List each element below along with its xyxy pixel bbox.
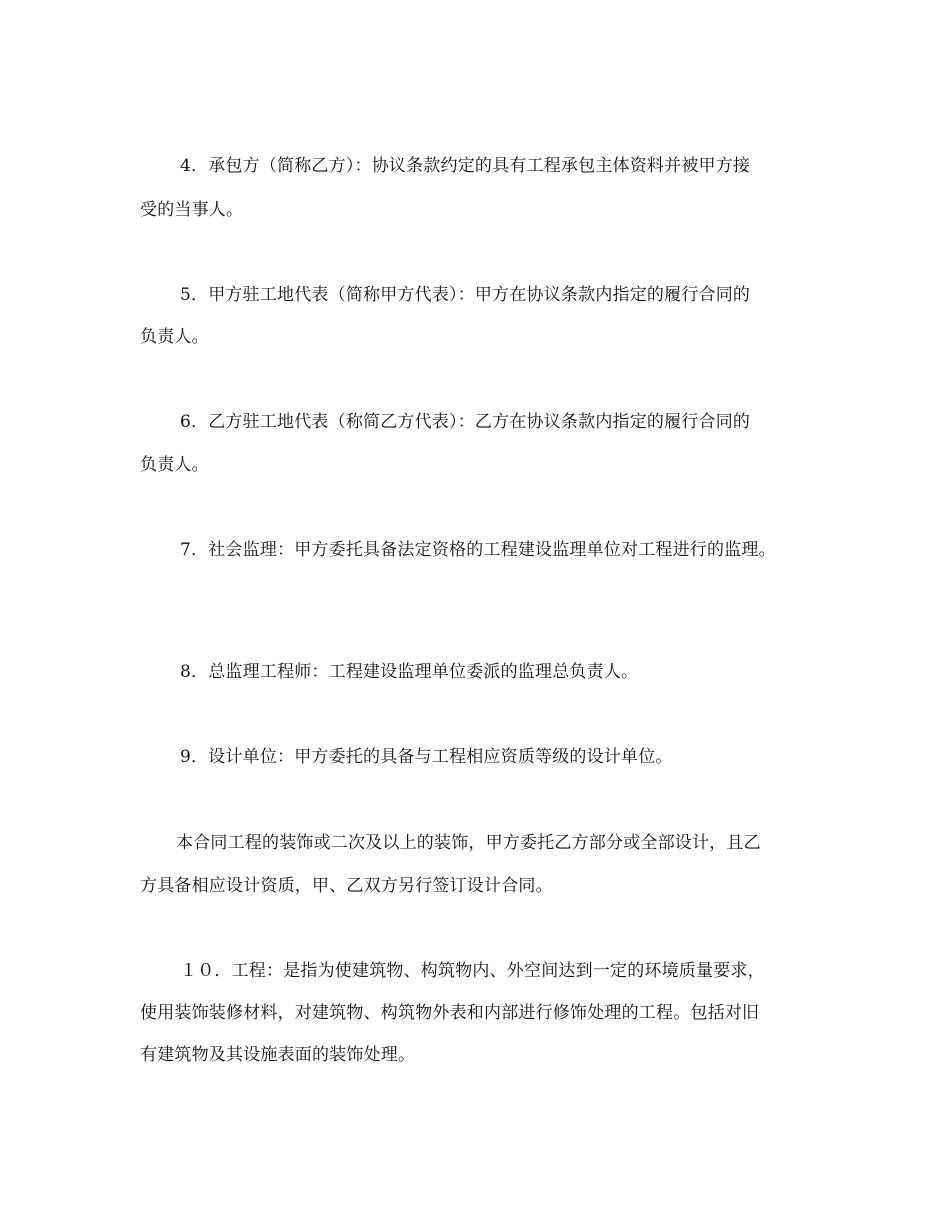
clause-10-line-1: １０．工程：是指为使建筑物、构筑物内、外空间达到一定的环境质量要求， (180, 961, 765, 981)
clause-4-line-1: 4．承包方（简称乙方）：协议条款约定的具有工程承包主体资料并被甲方接 (180, 156, 751, 176)
clause-6-line-1: 6．乙方驻工地代表（称简乙方代表）：乙方在协议条款内指定的履行合同的 (180, 412, 751, 432)
clause-5-line-2: 负责人。 (140, 327, 209, 347)
clause-9-line-1: 9．设计单位：甲方委托的具备与工程相应资质等级的设计单位。 (180, 747, 673, 767)
clause-7-line-1: 7．社会监理：甲方委托具备法定资格的工程建设监理单位对工程进行的监理。 (180, 540, 776, 560)
clause-10-line-2: 使用装饰装修材料，对建筑物、构筑物外表和内部进行修饰处理的工程。包括对旧 (140, 1003, 760, 1023)
clause-5-line-1: 5．甲方驻工地代表（简称甲方代表）：甲方在协议条款内指定的履行合同的 (180, 285, 751, 305)
clause-6-line-2: 负责人。 (140, 455, 209, 475)
design-paragraph-line-2: 方具备相应设计资质，甲、乙双方另行签订设计合同。 (140, 876, 553, 896)
clause-10-line-3: 有建筑物及其设施表面的装饰处理。 (140, 1045, 416, 1065)
clause-4-line-2: 受的当事人。 (140, 200, 244, 220)
clause-8-line-1: 8．总监理工程师：工程建设监理单位委派的监理总负责人。 (180, 662, 639, 682)
design-paragraph-line-1: 本合同工程的装饰或二次及以上的装饰，甲方委托乙方部分或全部设计，且乙 (176, 833, 761, 853)
